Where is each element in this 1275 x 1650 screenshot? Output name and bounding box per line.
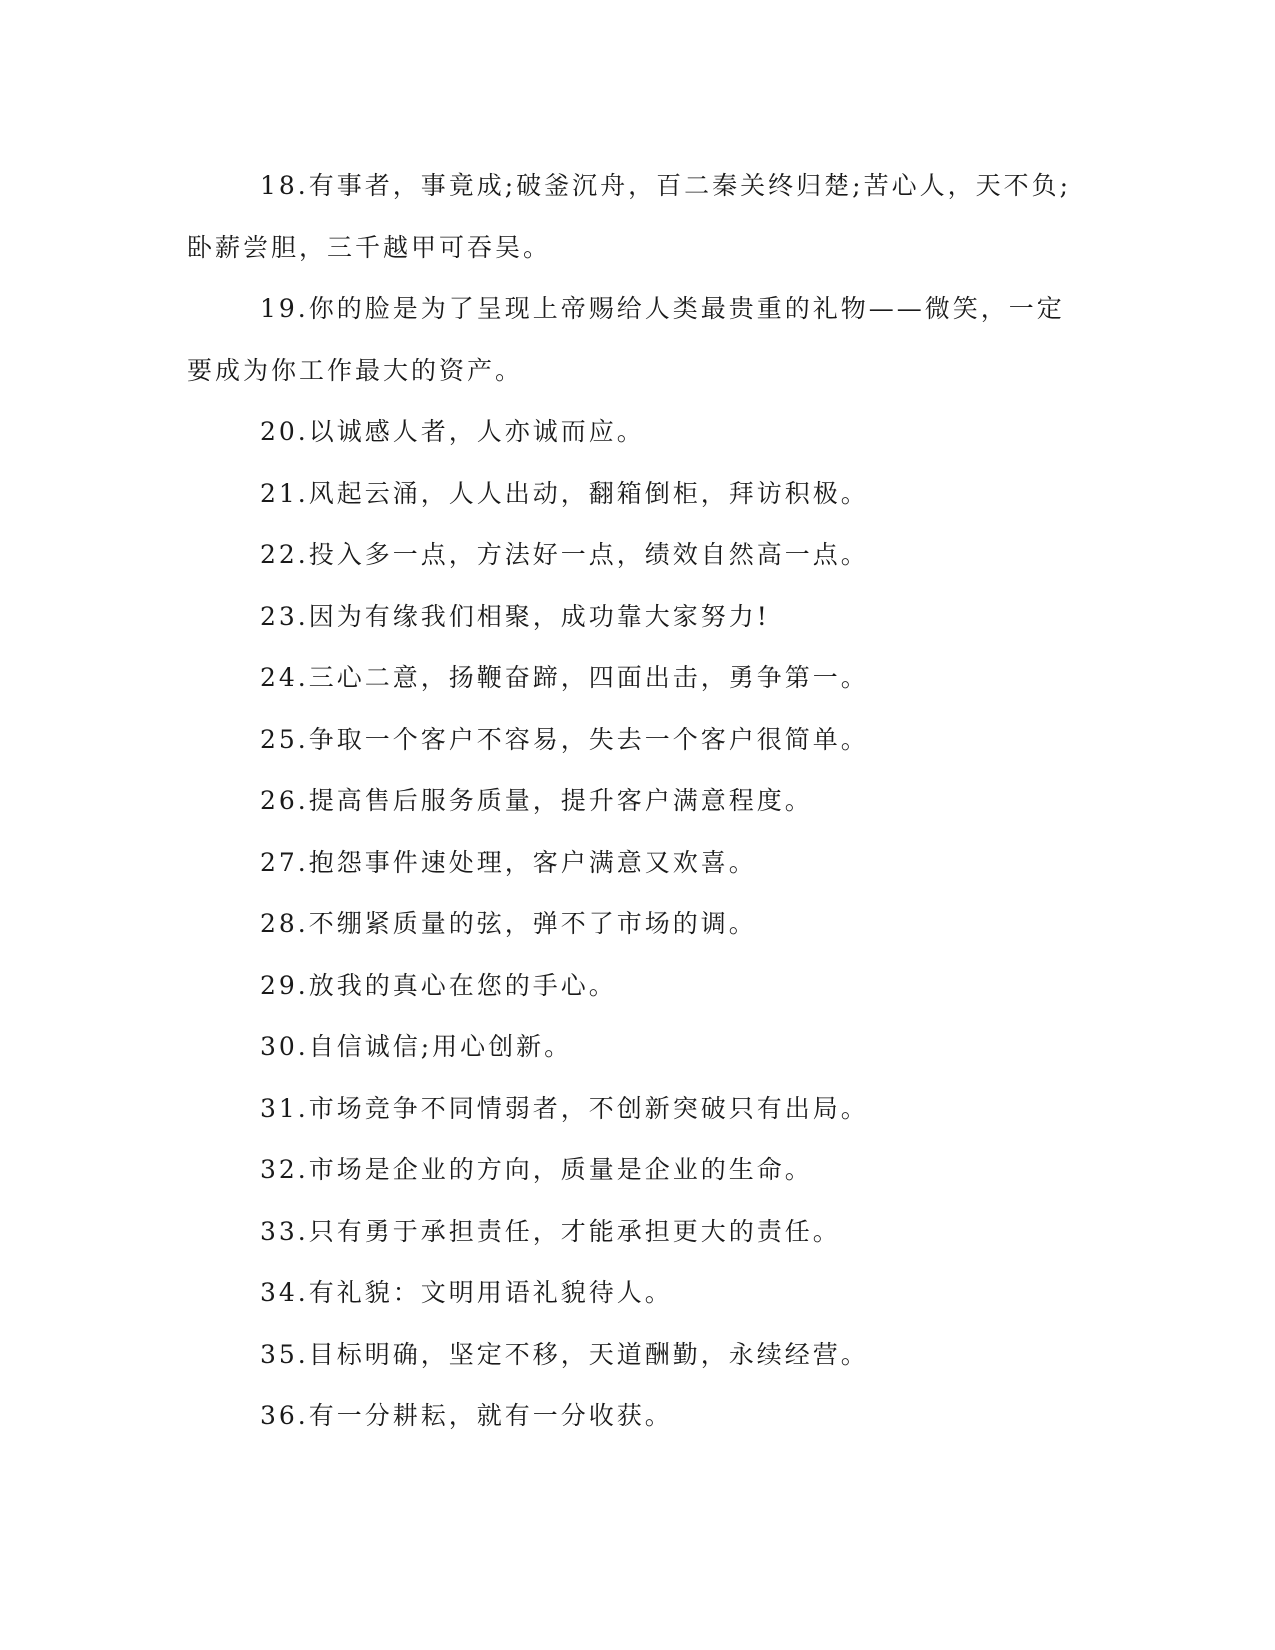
paragraph-21: 21.风起云涌，人人出动，翻箱倒柜，拜访积极。 <box>260 478 869 508</box>
paragraph-30: 30.自信诚信;用心创新。 <box>260 1032 573 1061</box>
paragraph-20: 20.以诚感人者，人亦诚而应。 <box>260 417 645 446</box>
paragraph-19: 19.你的脸是为了呈现上帝赐给人类最贵重的礼物——微笑，一定要成为你工作最大的资产。 <box>187 294 1065 385</box>
paragraph-28: 28.不绷紧质量的弦，弹不了市场的调。 <box>260 909 757 938</box>
paragraph-23: 23.因为有缘我们相聚，成功靠大家努力! <box>260 601 770 631</box>
paragraph-32: 32.市场是企业的方向，质量是企业的生命。 <box>260 1155 813 1184</box>
paragraph-31: 31.市场竞争不同情弱者，不创新突破只有出局。 <box>260 1093 869 1123</box>
paragraph-35: 35.目标明确，坚定不移，天道酬勤，永续经营。 <box>260 1339 869 1369</box>
paragraph-34: 34.有礼貌：文明用语礼貌待人。 <box>260 1278 673 1307</box>
document-body <box>187 155 1077 1447</box>
paragraph-33: 33.只有勇于承担责任，才能承担更大的责任。 <box>260 1216 841 1246</box>
paragraph-29: 29.放我的真心在您的手心。 <box>260 970 617 1000</box>
paragraph-25: 25.争取一个客户不容易，失去一个客户很简单。 <box>260 724 869 754</box>
paragraph-27: 27.抱怨事件速处理，客户满意又欢喜。 <box>260 847 757 877</box>
paragraph-26: 26.提高售后服务质量，提升客户满意程度。 <box>260 786 813 815</box>
paragraph-36: 36.有一分耕耘，就有一分收获。 <box>260 1401 673 1430</box>
paragraph-18: 18.有事者，事竟成;破釜沉舟，百二秦关终归楚;苦心人，天不负;卧薪尝胆，三千越甲可吞吴。 <box>187 171 1072 262</box>
paragraph-24: 24.三心二意，扬鞭奋蹄，四面出击，勇争第一。 <box>260 663 869 692</box>
paragraph-22: 22.投入多一点，方法好一点，绩效自然高一点。 <box>260 540 869 569</box>
